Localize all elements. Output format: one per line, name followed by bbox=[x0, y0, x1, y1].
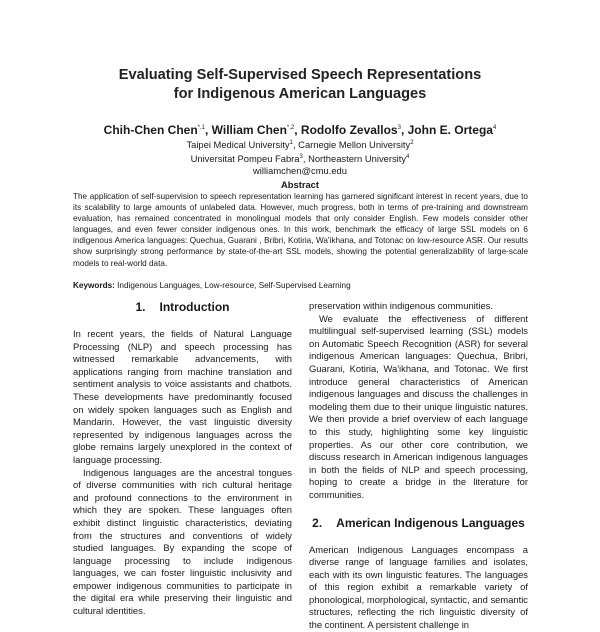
affiliation-line-1: Taipei Medical University$^1$, Carnegie Mellon University$^2$ bbox=[186, 139, 414, 151]
title-line-2: for Indigenous American Languages bbox=[173, 86, 427, 102]
affiliation-line-2: Universitat Pompeu Fabra$^3$, Northeastern University$^4$ bbox=[190, 153, 410, 165]
author-mark: 4 bbox=[492, 125, 497, 131]
affiliation-mark: 4 bbox=[406, 154, 410, 161]
abstract-heading: Abstract bbox=[280, 179, 320, 190]
affiliations bbox=[0, 137, 600, 177]
american-paragraph-1: American Indigenous Languages encompass a diverse range of language families and isolates, each with its own linguistic features. The languages of this region exhibit a remarkable variety of phonological, morphological, syntactic, and semantic structures, reflecting the rich linguistic diversity of the continent. A persistent challenge in bbox=[309, 543, 528, 631]
author-name: Chih-Chen Chen bbox=[103, 123, 198, 137]
paper-title bbox=[0, 66, 600, 104]
affiliation-mark: 2 bbox=[410, 140, 414, 146]
author-name: John E. Ortega bbox=[407, 123, 493, 137]
keywords-label: Keywords: bbox=[73, 281, 115, 290]
title-line-1: Evaluating Self-Supervised Speech Representations bbox=[118, 67, 482, 83]
left-column bbox=[73, 296, 292, 618]
author-mark: 3 bbox=[397, 125, 401, 131]
author-name: Rodolfo Zevallos bbox=[300, 123, 398, 137]
section-number: 2. bbox=[312, 515, 323, 530]
author-name: William Chen bbox=[211, 123, 287, 137]
affiliation: Northeastern University bbox=[308, 153, 407, 165]
section-number: 1. bbox=[135, 300, 146, 314]
intro-paragraph-4: We evaluate the effectiveness of different multilingual self-supervised learning (SSL) models on Automatic Speech Recognition (ASR) for several indigenous American languages: Quechua, Bribri, Guarani, Kotiria, Wa'ikhana, and Totonac. We first introduce general characteristics of American indigenous languages and discuss the challenges in modeling them due to their unique linguistic natures. We then provide a brief overview of each language to this study, highlighting some key linguistic properties. As our other core contribution, we discuss research in American indigenous languages in both the fields of NLP and speech processing, hoping to create a bridge in the literature for communities. bbox=[309, 312, 528, 500]
intro-paragraph-3: preservation within indigenous communities. bbox=[309, 300, 493, 311]
section-heading-american-indigenous-languages bbox=[309, 516, 528, 530]
affiliation: Taipei Medical University bbox=[186, 139, 290, 151]
affiliation-mark: 3 bbox=[299, 154, 303, 161]
section-heading-introduction bbox=[73, 300, 292, 314]
affiliation: Universitat Pompeu Fabra bbox=[190, 153, 300, 165]
intro-paragraph-2: Indigenous languages are the ancestral tongues of diverse communities with rich cultural heritage and profound connections to the environment in which they are spoken. These languages often exhibit distinct linguistic characteristics, deviating from the structures and conventions of widely studied languages. By expanding the scope of language processing to include indigenous languages, we can foster linguistic inclusivity and empower indigenous communities to participate in the digital era while preserving their linguistic and cultural identities. bbox=[73, 466, 292, 617]
right-column bbox=[309, 300, 528, 632]
abstract-text: The application of self-supervision to speech representation learning has garnered significant interest in recent years, due to its scalability to large amounts of unlabeled data. However, much progress, both in terms of pre-training and downstream evaluation, has remained concentrated in monolingual models that only consider English. Few models consider other languages, and even fewer consider indigenous ones. In this work, benchmark the efficacy of large SSL models on 6 indigenous America languages: Quechua, Guarani , Bribri, Kotiria, Wa'ikhana, and Totonac on low-resource ASR. Our results show surprisingly strong performance by state-of-the-art SSL models, showing the potential generalizability of large-scale models to real-world data. bbox=[73, 192, 528, 268]
intro-paragraph-1: In recent years, the fields of Natural Language Processing (NLP) and speech processing has witnessed remarkable advancements, with applications ranging from machine translation and sentiment analysis to voice assistants and chatbots. These developments have predominantly focused on widely spoken languages such as English and Mandarin. However, the vast linguistic diversity represented by indigenous languages across the globe remains largely unexplored in the context of language processing. bbox=[73, 328, 292, 465]
author-mark: *,1 bbox=[197, 125, 205, 131]
affiliation-mark: 1 bbox=[289, 140, 293, 146]
author-email: williamchen@cmu.edu bbox=[253, 165, 347, 177]
author-list: Chih-Chen Chen$^{*,1}$, William Chen$^{*,2}$, Rodolfo Zevallos$^3$, John E. Ortega$^4$ bbox=[103, 123, 497, 137]
keywords-list: Indigenous Languages, Low-resource, Self-Supervised Learning bbox=[117, 281, 351, 290]
affiliation: Carnegie Mellon University bbox=[298, 139, 411, 151]
section-title: American Indigenous Languages bbox=[336, 515, 525, 530]
section-title: Introduction bbox=[159, 300, 230, 314]
author-mark: *,2 bbox=[286, 125, 295, 131]
keywords bbox=[73, 280, 528, 291]
